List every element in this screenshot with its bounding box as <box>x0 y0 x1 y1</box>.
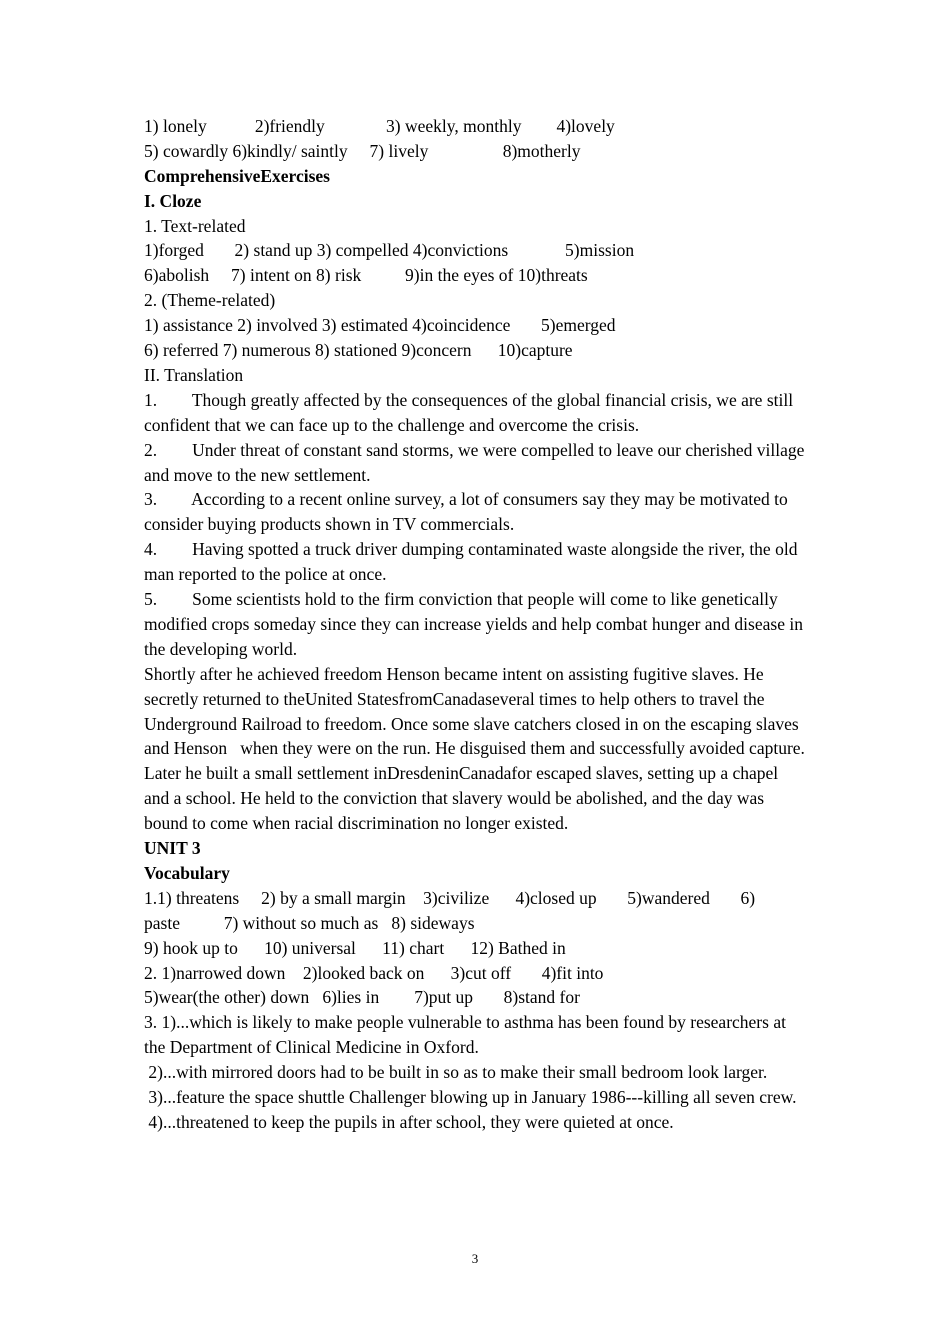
vocab-ex1-line-3: 9) hook up to 10) universal 11) chart 12) Bathed in <box>144 937 566 958</box>
suffix-answers-line-2: 5) cowardly 6)kindly/ saintly 7) lively 8)motherly <box>144 140 581 161</box>
text-related-line-1: 1)forged 2) stand up 3) compelled 4)convictions 5)mission <box>144 240 635 261</box>
translation-item-number: 5. <box>144 589 158 610</box>
translation-item-text: Though greatly affected by the consequences of the global financial crisis, we are still confident that we can face up to the challenge and overcome the crisis. <box>144 389 798 435</box>
translation-item <box>144 438 809 488</box>
translation-item-number: 3. <box>144 489 158 510</box>
unit-3-heading: UNIT 3 <box>144 838 201 859</box>
vocab-ex2-line-1: 2. 1)narrowed down 2)looked back on 3)cut off 4)fit into <box>144 962 604 983</box>
translation-item-text: Under threat of constant sand storms, we were compelled to leave our cherished village and move to the new settlement. <box>144 439 809 485</box>
vocab-ex2-line-2: 5)wear(the other) down 6)lies in 7)put up 8)stand for <box>144 987 580 1008</box>
suffix-answers-line-1: 1) lonely 2)friendly 3) weekly, monthly 4)lovely <box>144 116 615 136</box>
text-related-label: 1. Text-related <box>144 215 246 236</box>
vocab-ex3-item: 3)...feature the space shuttle Challenger blowing up in January 1986---killing all seven crew. <box>144 1087 797 1108</box>
translation-item-number: 1. <box>144 389 158 410</box>
theme-related-line-1: 1) assistance 2) involved 3) estimated 4)coincidence 5)emerged <box>144 315 616 336</box>
vocab-ex1-line-1: 1.1) threatens 2) by a small margin 3)civilize 4)closed up 5)wandered 6) <box>144 887 756 908</box>
translation-item-text: Some scientists hold to the firm conviction that people will come to like genetically modified crops someday since they can increase yields and help combat hunger and disease in the developing world. <box>144 589 808 659</box>
document-page <box>144 114 810 1135</box>
translation-item-text: According to a recent online survey, a lot of consumers say they may be motivated to consider buying products shown in TV commercials. <box>144 489 793 535</box>
translation-item <box>144 388 806 438</box>
vocab-ex1-line-2: paste 7) without so much as 8) sideways <box>144 912 475 933</box>
vocab-ex3-item: 4)...threatened to keep the pupils in after school, they were quieted at once. <box>144 1111 674 1132</box>
translation-item <box>144 487 806 537</box>
translation-item-text: Having spotted a truck driver dumping contaminated waste alongside the river, the old man reported to the police at once. <box>144 539 802 585</box>
comprehensive-exercises-heading: ComprehensiveExercises <box>144 165 330 186</box>
vocab-ex3-item: 2)...with mirrored doors had to be built in so as to make their small bedroom look larger. <box>144 1062 768 1083</box>
theme-related-label: 2. (Theme-related) <box>144 290 276 311</box>
henson-paragraph: Shortly after he achieved freedom Henson became intent on assisting fugitive slaves. He secretly returned to theUnited StatesfromCanadaseveral times to help others to travel the Underground Railroad to freedom. Once some slave catchers closed in on the escaping slaves and Henson when they were on the run. He disguised them and successfully avoided capture. Later he built a small settlement inDresdeninCanadafor escaped slaves, setting up a chapel and a school. He held to the conviction that slavery would be abolished, and the day was bound to come when racial discrimination no longer existed. <box>144 663 810 834</box>
theme-related-line-2: 6) referred 7) numerous 8) stationed 9)concern 10)capture <box>144 340 573 361</box>
cloze-heading: I. Cloze <box>144 190 202 211</box>
translation-item <box>144 537 806 587</box>
translation-item-number: 2. <box>144 439 158 460</box>
page-number: 3 <box>471 1251 479 1266</box>
translation-item-number: 4. <box>144 539 158 560</box>
translation-item <box>144 587 806 662</box>
text-related-line-2: 6)abolish 7) intent on 8) risk 9)in the eyes of 10)threats <box>144 265 588 286</box>
vocabulary-heading: Vocabulary <box>144 863 230 883</box>
vocab-ex3-item: 3. 1)...which is likely to make people vulnerable to asthma has been found by researchers at the Department of Clinical Medicine in Oxford. <box>144 1012 791 1058</box>
translation-heading: II. Translation <box>144 364 244 385</box>
